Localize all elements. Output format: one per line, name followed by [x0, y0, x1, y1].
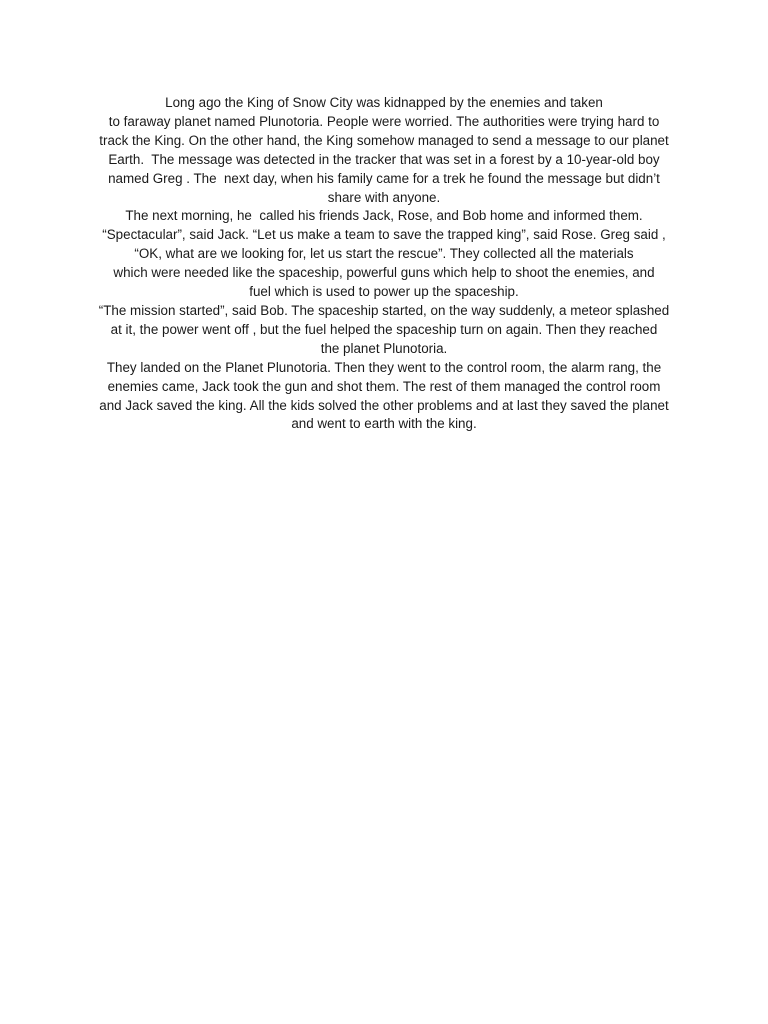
story-line: share with anyone. [327, 189, 441, 205]
story-line: Earth. The message was detected in the tracker that was set in a forest by a 10-year-old boy [108, 151, 660, 167]
story-line: which were needed like the spaceship, powerful guns which help to shoot the enemies, and [113, 265, 655, 281]
story-line: fuel which is used to power up the spaceship. [249, 284, 519, 300]
story-text [80, 94, 688, 434]
story-line: track the King. On the other hand, the King somehow managed to send a message to our planet [99, 132, 669, 148]
story-line: the planet Plunotoria. [320, 340, 448, 356]
story-line: to faraway planet named Plunotoria. People were worried. The authorities were trying hard to [108, 113, 660, 129]
story-line: at it, the power went off , but the fuel helped the spaceship turn on again. Then they reached [110, 321, 658, 337]
story-line: “Spectacular”, said Jack. “Let us make a team to save the trapped king”, said Rose. Greg said , [102, 227, 666, 243]
story-line: They landed on the Planet Plunotoria. Then they went to the control room, the alarm rang, the [106, 359, 662, 375]
story-line: “OK, what are we looking for, let us start the rescue”. They collected all the materials [134, 246, 634, 262]
story-line: “The mission started”, said Bob. The spaceship started, on the way suddenly, a meteor splashed [98, 302, 670, 318]
story-line: enemies came, Jack took the gun and shot them. The rest of them managed the control room [107, 378, 661, 394]
story-line: Long ago the King of Snow City was kidnapped by the enemies and taken [165, 95, 603, 110]
story-line: and Jack saved the king. All the kids solved the other problems and at last they saved the planet [99, 397, 669, 413]
story-line: The next morning, he called his friends Jack, Rose, and Bob home and informed them. [125, 208, 643, 224]
story-line: and went to earth with the king. [291, 416, 477, 432]
story-line: named Greg . The next day, when his family came for a trek he found the message but didn’t [108, 170, 660, 186]
